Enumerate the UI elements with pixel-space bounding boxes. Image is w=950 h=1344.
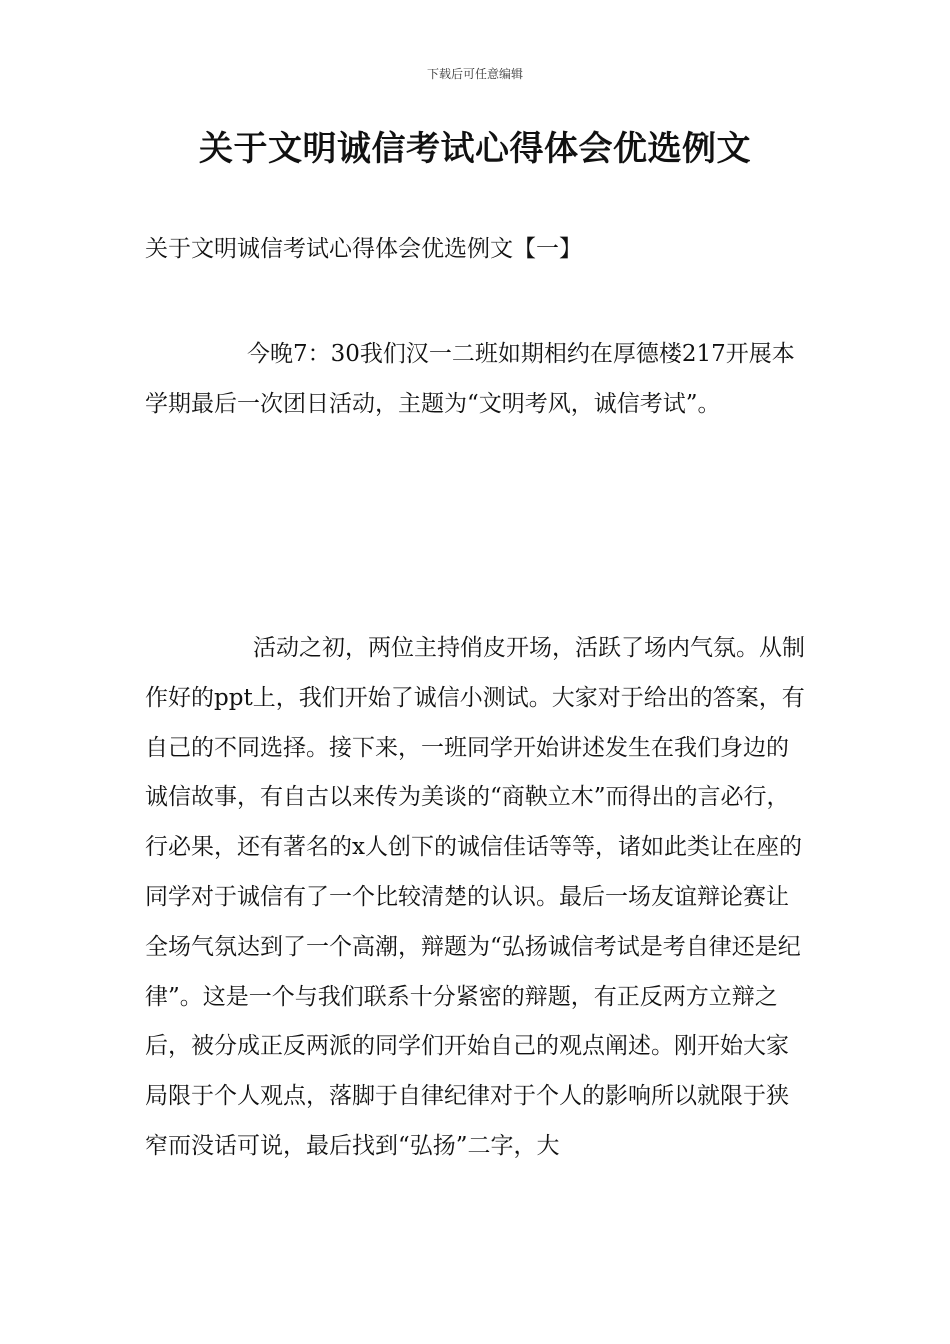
paragraph-1: 今晚7：30我们汉一二班如期相约在厚德楼217开展本学期最后一次团日活动，主题为“文明考风，诚信考试”。 [145,341,795,417]
document-title: 关于文明诚信考试心得体会优选例文 [199,129,751,169]
section-heading: 关于文明诚信考试心得体会优选例文【一】 [145,236,582,262]
paragraph-2: 活动之初，两位主持俏皮开场，活跃了场内气氛。从制作好的ppt上，我们开始了诚信小测试。大家对于给出的答案，有自己的不同选择。接下来，一班同学开始讲述发生在我们身边的诚信故事，有自古以来传为美谈的“商鞅立木”而得出的言必行，行必果，还有著名的x人创下的诚信佳话等等，诸如此类让在座的同学对于诚信有了一个比较清楚的认识。最后一场友谊辩论赛让全场气氛达到了一个高潮，辩题为“弘扬诚信考试是考自律还是纪律”。这是一个与我们联系十分紧密的辩题，有正反两方立辩之后，被分成正反两派的同学们开始自己的观点阐述。刚开始大家局限于个人观点，落脚于自律纪律对于个人的影响所以就限于狭窄而没话可说，最后找到“弘扬”二字，大 [145,635,805,1159]
header-note: 下载后可任意编辑 [426,67,523,81]
